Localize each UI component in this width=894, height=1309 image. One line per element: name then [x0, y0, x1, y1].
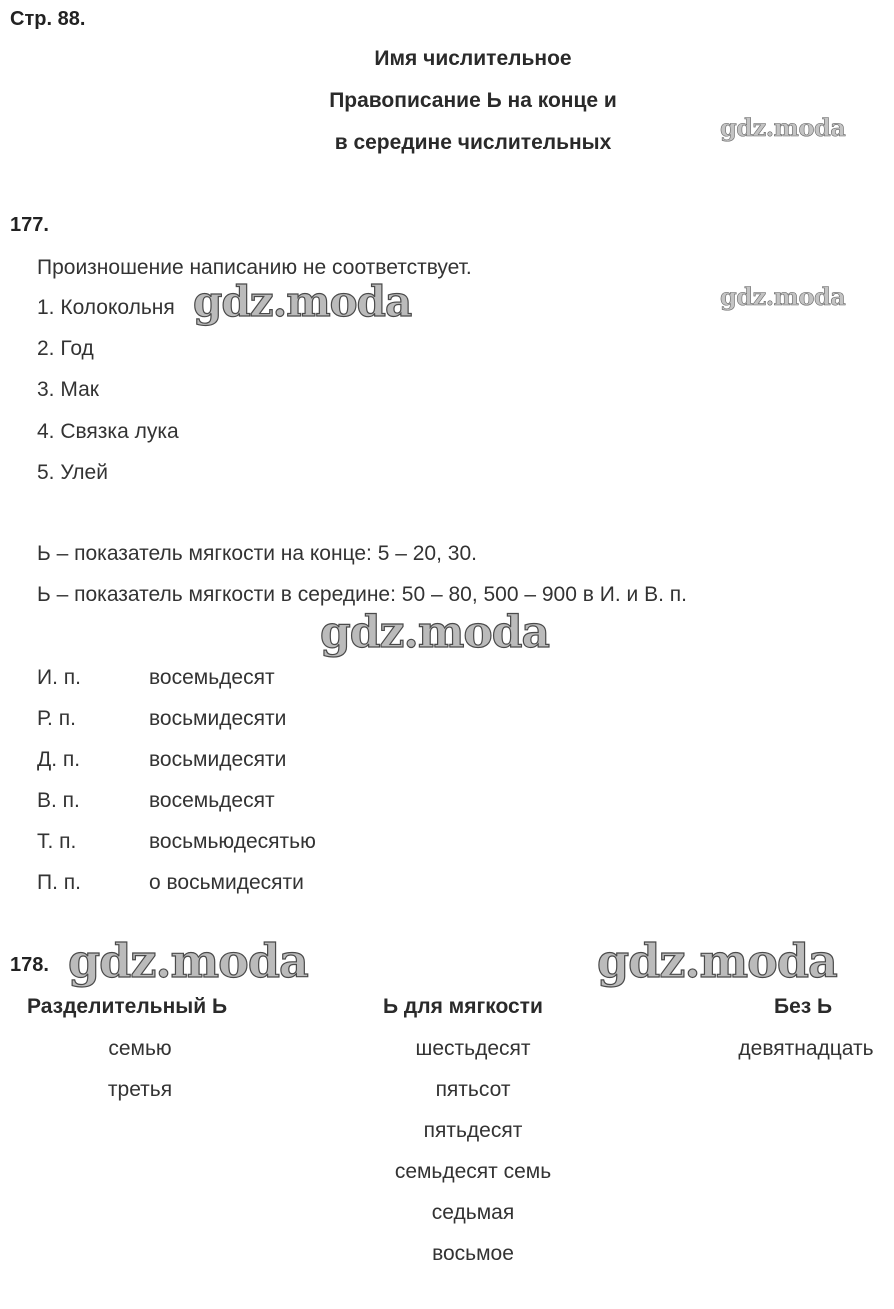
list-item: 3. Мак: [37, 378, 99, 401]
case-form: восьмьюдесятью: [149, 830, 316, 853]
case-label: Д. п.: [37, 748, 81, 771]
case-form: восемьдесят: [149, 789, 275, 812]
section-subtitle-line2: в середине числительных: [334, 131, 612, 154]
word-item: девятнадцать: [738, 1037, 874, 1060]
column-heading: Разделительный Ь: [27, 995, 228, 1018]
word-item: семью: [108, 1037, 172, 1060]
page-number: Стр. 88.: [10, 8, 86, 30]
watermark-logo: gdz.moda: [193, 277, 412, 326]
section-subtitle-line1: Правописание Ь на конце и: [329, 89, 617, 112]
column-heading: Ь для мягкости: [383, 995, 543, 1018]
exercise-number: 178.: [10, 954, 49, 976]
case-label: Т. п.: [37, 830, 77, 853]
watermark-logo: gdz.moda: [597, 934, 837, 988]
rule-text: Ь – показатель мягкости в середине: 50 – 80, 500 – 900 в И. и В. п.: [37, 583, 687, 606]
list-item: 2. Год: [37, 337, 94, 360]
word-item: пятьдесят: [423, 1119, 523, 1142]
case-form: восемьдесят: [149, 666, 275, 689]
word-item: семьдесят семь: [394, 1160, 552, 1183]
word-item: третья: [107, 1078, 173, 1101]
list-item: 1. Колокольня: [37, 296, 175, 319]
word-item: восьмое: [432, 1242, 514, 1265]
list-item: 4. Связка лука: [37, 420, 179, 443]
exercise-intro: Произношение написанию не соответствует.: [37, 256, 472, 279]
case-form: восьмидесяти: [149, 748, 287, 771]
watermark-logo: gdz.moda: [720, 282, 846, 311]
word-item: седьмая: [431, 1201, 515, 1224]
word-item: пятьсот: [435, 1078, 511, 1101]
watermark-logo: gdz.moda: [720, 113, 846, 142]
case-label: П. п.: [37, 871, 81, 894]
exercise-number: 177.: [10, 214, 49, 236]
section-title: Имя числительное: [374, 47, 572, 70]
watermark-logo: gdz.moda: [320, 607, 550, 658]
column-heading: Без Ь: [774, 995, 833, 1018]
case-label: В. п.: [37, 789, 80, 812]
case-label: Р. п.: [37, 707, 76, 730]
list-item: 5. Улей: [37, 461, 108, 484]
case-form: восьмидесяти: [149, 707, 287, 730]
case-label: И. п.: [37, 666, 81, 689]
watermark-logo: gdz.moda: [68, 934, 308, 988]
case-form: о восьмидесяти: [149, 871, 304, 894]
rule-text: Ь – показатель мягкости на конце: 5 – 20, 30.: [37, 542, 477, 565]
word-item: шестьдесят: [415, 1037, 531, 1060]
